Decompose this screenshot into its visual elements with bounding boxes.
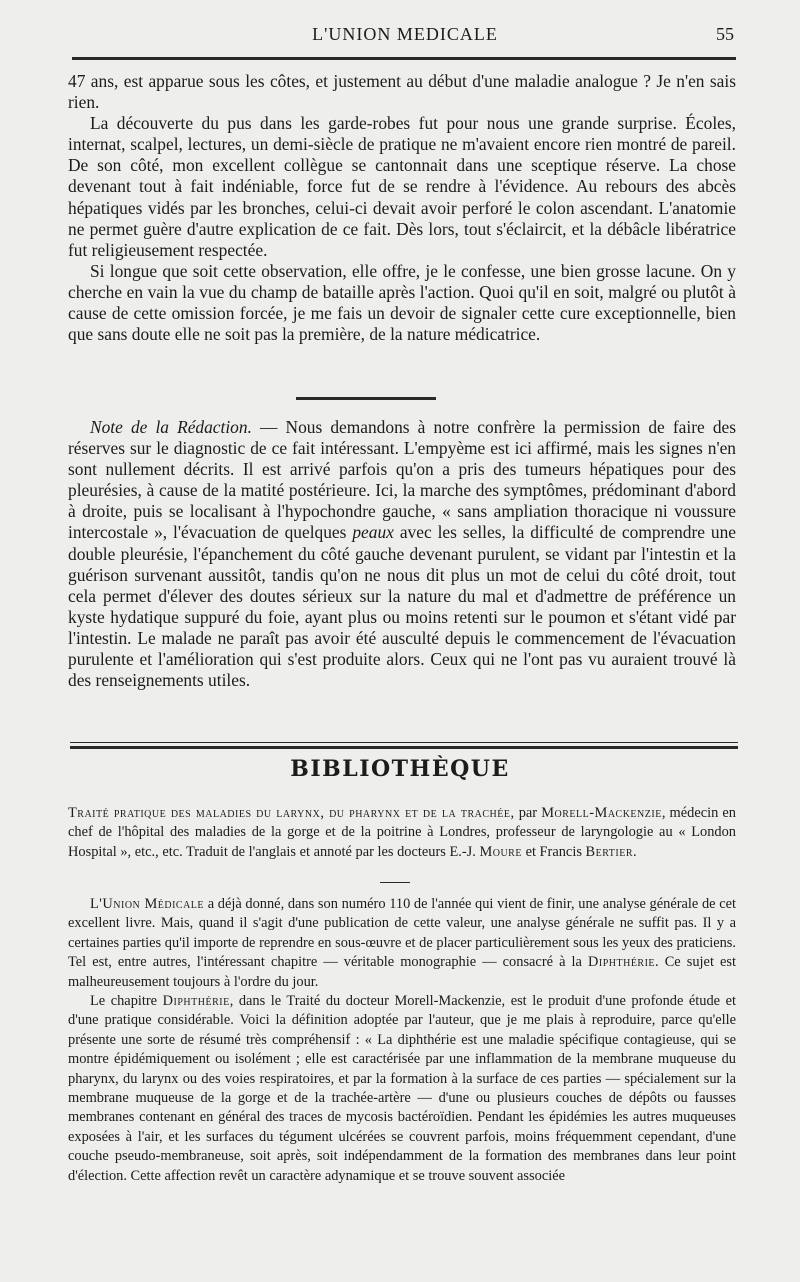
- section-title: BIBLIOTHÈQUE: [290, 756, 510, 782]
- paragraph: [68, 992, 736, 1186]
- book-text: et Francis: [521, 843, 586, 860]
- review-text: a déjà donné, dans son numéro 110 de l'année qui vient de finir, une analyse générale de cet excellent livre. Mais, quand il s'agit d'une publication de cette valeur, une analyse générale ne suffit pas. Il y a certaines parties qu'il importe de reprendre en sous-œuvre et de placer particulièrement sous les yeux des praticiens. Tel est, entre autres, l'intéressant chapitre — véritable monographie — consacré à la: [68, 896, 736, 971]
- paragraph: 47 ans, est apparue sous les côtes, et justement au début d'une maladie analogue ? Je n'en sais rien.: [68, 71, 736, 113]
- header-rule: [72, 57, 736, 60]
- review-text: . Ce sujet est malheureusement toujours à l'ordre du jour.: [68, 954, 736, 990]
- section-rule: [70, 742, 738, 743]
- note-emphasis: peaux: [352, 522, 394, 543]
- paragraph: Si longue que soit cette observation, elle offre, je le confesse, une bien grosse lacune. On y cherche en vain la vue du champ de bataille après l'action. Quoi qu'il en soit, malgré ou plutôt à cause de cette omission forcée, je me fais un devoir de signaler cette cure exceptionnelle, bien que sans doute elle ne soit pas la première, de la nature médicatrice.: [68, 260, 736, 345]
- note-label: Note de la Rédaction.: [90, 417, 252, 437]
- paragraph: [68, 417, 736, 691]
- book-text: .: [633, 843, 637, 860]
- section-rule: [70, 746, 738, 749]
- editorial-note: [68, 417, 736, 691]
- translator-name: Moure: [479, 843, 522, 860]
- book-text: par: [514, 805, 542, 821]
- running-title: L'UNION MEDICALE: [312, 24, 498, 44]
- book-author: Morell-Mackenzie: [541, 805, 662, 821]
- book-title: Traité pratique des maladies du larynx, du pharynx et de la trachée,: [68, 805, 515, 821]
- paragraph: La découverte du pus dans les garde-robes fut pour nous une grande surprise. Écoles, internat, scalpel, lectures, un demi-siècle de pratique ne m'avaient encore rien montré de pareil. De son côté, mon excellent collègue se cantonnait dans une sceptique réserve. La chose devenant tout à fait indéniable, force fut de se rendre à l'évidence. Au rebours des abcès hépatiques vidés par les bronches, celui-ci devait avoir perforé le colon ascendant. L'anatomie ne permet guère d'autre explication de ce fait. Dès lors, tout s'éclaircit, et la débâcle libératrice fut religieusement respectée.: [68, 113, 736, 260]
- paragraph: [68, 895, 736, 992]
- note-text: — Nous demandons à notre confrère la permission de faire des réserves sur le diagnostic de ce fait intéressant. L'empyème est ici affirmé, mais les signes n'en sont nullement décrits. Il est arrivé parfois qu'on a pris des tumeurs hépatiques pour des pleurésies, à cause de la matité postérieure. Ici, la marche des symptômes, prédominant d'abord à droite, puis se localisant à l'hypochondre gauche, « sans ampliation thoracique ni voussure intercostale », l'évacuation de quelques: [68, 417, 736, 543]
- observation-conclusion: [68, 71, 736, 345]
- separator-rule: [380, 882, 410, 883]
- book-review: [68, 895, 736, 1186]
- page-header: [72, 20, 738, 50]
- review-text: Le chapitre: [90, 993, 163, 1010]
- topic-name: Diphthérie: [162, 993, 230, 1010]
- book-text: , médecin en chef de l'hôpital des maladies de la gorge et de la poitrine à Londres, professeur de laryngologie au « London Hospital », etc., etc. Traduit de l'anglais et annoté par les docteurs E.-J.: [68, 805, 737, 860]
- page-number: 55: [716, 24, 734, 44]
- paragraph: [68, 804, 736, 862]
- review-text: , dans le Traité du docteur Morell-Mackenzie, est le produit d'une profonde étude et d'une pratique considérable. Voici la définition adoptée par l'auteur, que je me plais à reproduire, parce qu'elle présente une sorte de résumé très compréhensif : « La diphthérie est une maladie spécifique contagieuse, qui se montre épidémiquement ou isolément ; elle est caractérisée par une inflammation de la membrane muqueuse du pharynx, du larynx ou des voies respiratoires, et par la formation à la surface de ces parties — spécialement sur la membrane muqueuse de la gorge et de la trachée-artère — d'une ou plusieurs couches de dépôts ou fausses membranes contenant en général des traces de mycosis bactéroïdien. Pendant les épidémies les autres muqueuses exposées à l'air, et les surfaces du tégument ulcérées se couvrent parfois, moins fréquemment cependant, d'une couche pseudo-membraneuse, soit après, soit indépendamment de la formation des membranes dans leur point d'élection. Cette affection revêt un caractère adynamique et se trouve souvent associée: [68, 993, 736, 1184]
- translator-name: Bertier: [585, 843, 634, 860]
- note-text: avec les selles, la difficulté de comprendre une double pleurésie, l'épanchement du côté gauche devenant purulent, se vidant par l'intestin et la guérison survenant aussitôt, tandis qu'on ne nous dit plus un mot de celui du côté droit, tout cela permet d'élever des doutes sérieux sur la nature du mal et d'admettre de préférence un kyste hydatique suppuré du foie, ayant plus ou moins retenti sur le poumon et s'étant vidé par l'intestin. Le malade ne paraît pas avoir été ausculté depuis le commencement de l'évacuation purulente et l'amélioration qui s'est produite alors. Ceux qui ne l'ont pas vu auraient trouvé là des renseignements utiles.: [68, 522, 737, 691]
- book-reference: [68, 804, 736, 862]
- separator-rule: [296, 397, 436, 400]
- journal-name: L'Union Médicale: [90, 896, 205, 912]
- topic-name: Diphthérie: [587, 954, 656, 971]
